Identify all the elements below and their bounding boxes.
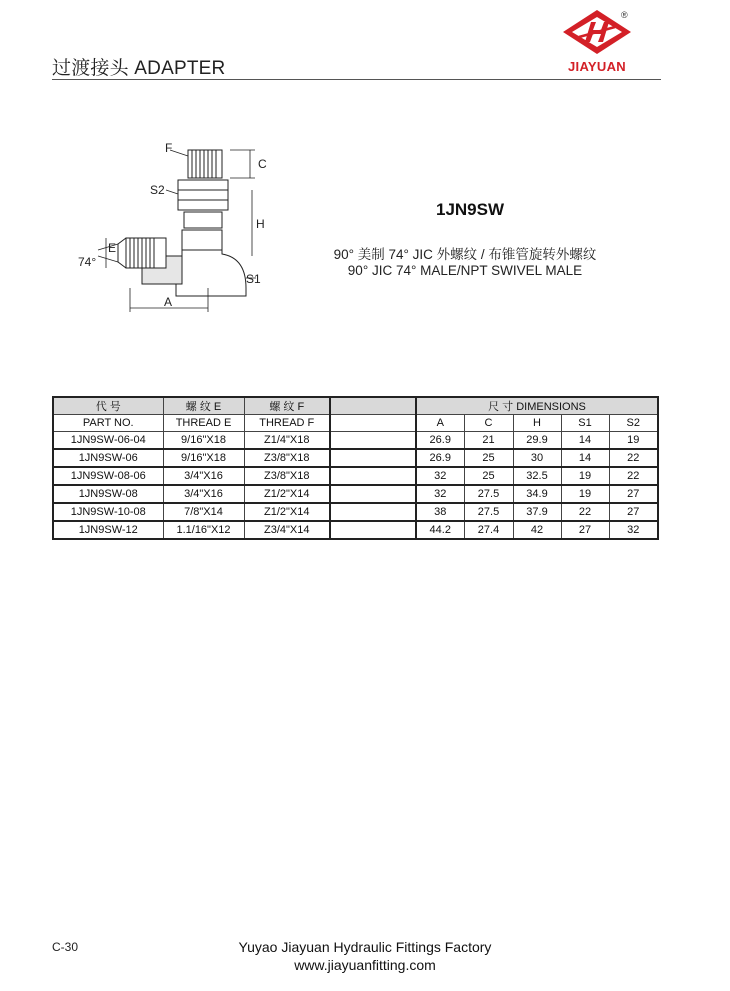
- cell-a: 32: [416, 467, 464, 485]
- cell-part: 1JN9SW-10-08: [53, 503, 163, 521]
- cell-s2: 27: [609, 485, 658, 503]
- table-row: [53, 449, 658, 467]
- header-a: A: [416, 415, 464, 432]
- header-thread-e-cn: 螺 纹 E: [163, 397, 244, 415]
- header-s1: S1: [561, 415, 609, 432]
- header-s2: S2: [609, 415, 658, 432]
- cell-h: 37.9: [513, 503, 561, 521]
- product-description-cn: 90° 美制 74° JIC 外螺纹 / 布锥管旋转外螺纹: [333, 247, 597, 262]
- table-row: [53, 467, 658, 485]
- registered-mark: ®: [621, 10, 628, 20]
- cell-c: 27.5: [464, 503, 513, 521]
- label-a: A: [164, 295, 173, 309]
- cell-a: 26.9: [416, 432, 464, 450]
- product-model: 1JN9SW: [435, 200, 505, 219]
- cell-blank: [330, 503, 416, 521]
- cell-thread-f: Z3/8"X18: [244, 449, 330, 467]
- label-f: F: [165, 141, 173, 155]
- header-blank: [330, 397, 416, 415]
- cell-part: 1JN9SW-08: [53, 485, 163, 503]
- cell-part: 1JN9SW-06: [53, 449, 163, 467]
- product-description-en: 90° JIC 74° MALE/NPT SWIVEL MALE: [347, 263, 583, 278]
- header-thread-f-cn: 螺 纹 F: [244, 397, 330, 415]
- header-h: H: [513, 415, 561, 432]
- header-divider: [52, 79, 661, 80]
- label-c: C: [258, 157, 267, 171]
- cell-thread-e: 9/16"X18: [163, 449, 244, 467]
- cell-blank: [330, 521, 416, 539]
- table-row: [53, 521, 658, 539]
- cell-thread-e: 3/4"X16: [163, 467, 244, 485]
- cell-s1: 14: [561, 432, 609, 450]
- label-angle: 74°: [78, 255, 97, 269]
- brand-logo: [557, 8, 637, 76]
- header-dimensions: 尺 寸 DIMENSIONS: [416, 397, 658, 415]
- cell-c: 27.4: [464, 521, 513, 539]
- header-thread-e: THREAD E: [163, 415, 244, 432]
- header-part-cn: 代 号: [53, 397, 163, 415]
- company-name: Yuyao Jiayuan Hydraulic Fittings Factory: [238, 939, 492, 955]
- cell-s2: 27: [609, 503, 658, 521]
- cell-s1: 22: [561, 503, 609, 521]
- cell-a: 26.9: [416, 449, 464, 467]
- spec-table: [52, 396, 659, 540]
- label-e: E: [108, 241, 117, 255]
- table-row: [53, 432, 658, 450]
- cell-thread-f: Z1/2"X14: [244, 503, 330, 521]
- cell-part: 1JN9SW-08-06: [53, 467, 163, 485]
- cell-thread-e: 3/4"X16: [163, 485, 244, 503]
- cell-s1: 27: [561, 521, 609, 539]
- cell-s1: 19: [561, 485, 609, 503]
- cell-h: 29.9: [513, 432, 561, 450]
- cell-s1: 14: [561, 449, 609, 467]
- cell-a: 44.2: [416, 521, 464, 539]
- label-s1: S1: [246, 272, 261, 286]
- subheader-blank: [330, 415, 416, 432]
- cell-c: 25: [464, 467, 513, 485]
- cell-s2: 32: [609, 521, 658, 539]
- cell-s2: 22: [609, 467, 658, 485]
- cell-h: 30: [513, 449, 561, 467]
- brand-name: JIAYUAN: [568, 59, 626, 74]
- cell-thread-e: 7/8"X14: [163, 503, 244, 521]
- header-part-no: PART NO.: [53, 415, 163, 432]
- label-h: H: [256, 217, 265, 231]
- cell-thread-f: Z3/4"X14: [244, 521, 330, 539]
- cell-blank: [330, 449, 416, 467]
- cell-part: 1JN9SW-12: [53, 521, 163, 539]
- table-subheader-row: [53, 415, 658, 432]
- cell-blank: [330, 467, 416, 485]
- page-number: C-30: [52, 940, 79, 954]
- cell-thread-f: Z1/4"X18: [244, 432, 330, 450]
- cell-thread-f: Z3/8"X18: [244, 467, 330, 485]
- cell-a: 38: [416, 503, 464, 521]
- cell-thread-e: 9/16"X18: [163, 432, 244, 450]
- cell-blank: [330, 485, 416, 503]
- cell-s1: 19: [561, 467, 609, 485]
- cell-c: 21: [464, 432, 513, 450]
- fitting-drawing: [70, 138, 280, 323]
- cell-h: 42: [513, 521, 561, 539]
- cell-thread-e: 1.1/16"X12: [163, 521, 244, 539]
- cell-c: 25: [464, 449, 513, 467]
- header-c: C: [464, 415, 513, 432]
- table-row: [53, 485, 658, 503]
- cell-h: 32.5: [513, 467, 561, 485]
- cell-blank: [330, 432, 416, 450]
- cell-thread-f: Z1/2"X14: [244, 485, 330, 503]
- table-header-row: [53, 397, 658, 415]
- page-title: 过渡接头 ADAPTER: [52, 58, 226, 79]
- table-row: [53, 503, 658, 521]
- header-thread-f: THREAD F: [244, 415, 330, 432]
- cell-part: 1JN9SW-06-04: [53, 432, 163, 450]
- cell-h: 34.9: [513, 485, 561, 503]
- cell-a: 32: [416, 485, 464, 503]
- cell-c: 27.5: [464, 485, 513, 503]
- cell-s2: 19: [609, 432, 658, 450]
- company-website: www.jiayuanfitting.com: [294, 957, 436, 973]
- cell-s2: 22: [609, 449, 658, 467]
- label-s2: S2: [150, 183, 165, 197]
